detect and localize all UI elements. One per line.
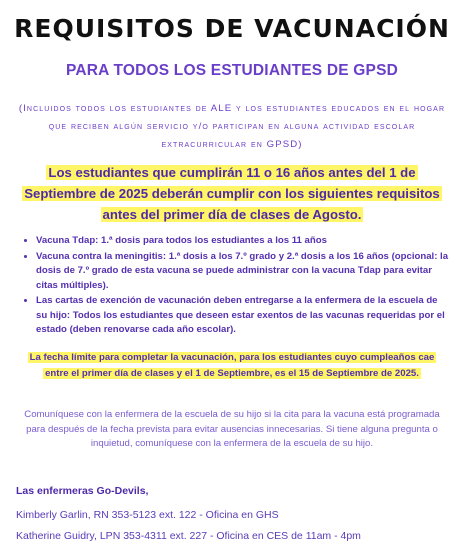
deadline-notice (22, 350, 442, 382)
deadline-notice-text: La fecha límite para completar la vacunación, para los estudiantes cuyo cumpleaños cae entre el primer día de clases y el 1 de Septiembre, es el 15 de Septiembre de 2025. (29, 352, 435, 379)
requirements-list (20, 234, 450, 339)
requirement-meningitis: • Vacuna contra la meningitis: 1.ª dosis a los 7.º grado y 2.ª dosis a los 16 años (opcional: la dosis de 7.º grado de esta vacuna se puede administrar con la vacuna Tdap para evitar citas múltiples). (36, 250, 450, 294)
signoff: Las enfermeras Go-Devils, (16, 485, 149, 497)
nurse-contact-garlin: Kimberly Garlin, RN 353-5123 ext. 122 - Oficina en GHS (16, 509, 279, 521)
requirement-tdap: • Vacuna Tdap: 1.ª dosis para todos los estudiantes a los 11 años (36, 234, 450, 249)
eligibility-note: (Incluidos todos los estudiantes de ALE y los estudiantes educados en el hogar que reciben algún servicio y/o participan en alguna actividad escolar extracurricular en GPSD) (18, 103, 446, 150)
nurse-contact-guidry: Katherine Guidry, LPN 353-4311 ext. 227 - Oficina en CES de 11am - 4pm (16, 530, 361, 542)
highlighted-intro (16, 162, 448, 225)
highlighted-intro-text: Los estudiantes que cumplirán 11 o 16 años antes del 1 de Septiembre de 2025 deberán cumplir con los siguientes requisitos antes del primer día de clases de Agosto. (24, 165, 440, 222)
page-title: REQUISITOS DE VACUNACIÓN (14, 14, 450, 43)
contact-note: Comuníquese con la enfermera de la escuela de su hijo si la cita para la vacuna está programada para después de la fecha prevista para evitar ausencias innecesarias. Si tiene alguna pregunta o inquietud, comuníquese con la enfermera de la escuela de su hijo. (24, 409, 440, 449)
requirement-exemption: • Las cartas de exención de vacunación deben entregarse a la enfermera de la escuela de su hijo: Todos los estudiantes que deseen estar exentos de las vacunas requeridas por el estado (deben renovarse cada año escolar). (36, 294, 450, 338)
page-subtitle: PARA TODOS LOS ESTUDIANTES DE GPSD (65, 62, 399, 79)
